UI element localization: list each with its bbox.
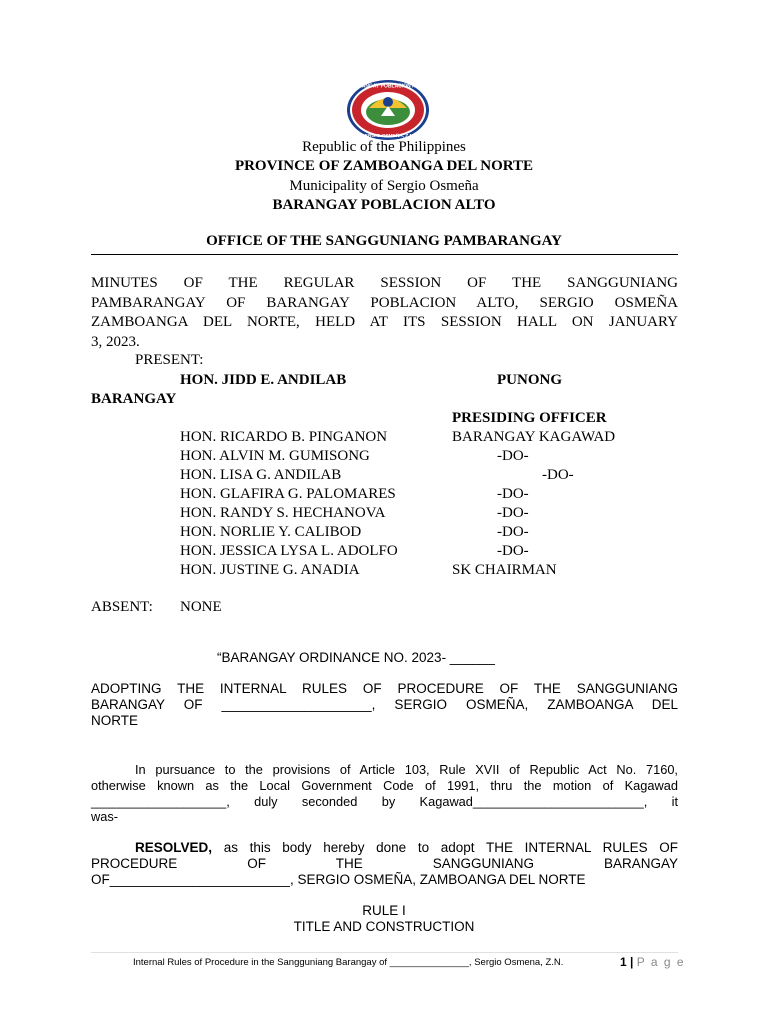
member-name: HON. GLAFIRA G. PALOMARES — [180, 486, 396, 502]
member-position: BARANGAY KAGAWAD — [452, 429, 616, 445]
resolved-line-2: PROCEDURE OF THE SANGGUNIANG BARANGAY — [91, 856, 678, 871]
resolved-line-1 — [135, 840, 678, 855]
resolved-plain: as this body hereby done to adopt — [223, 840, 475, 855]
body-line-2: otherwise known as the Local Government Code of 1991, thru the motion of Kagawad — [91, 778, 678, 793]
header-barangay: BARANGAY POBLACION ALTO — [272, 197, 496, 213]
member-position: -DO- — [542, 467, 574, 483]
header-province: PROVINCE OF ZAMBOANGA DEL NORTE — [234, 158, 534, 174]
rule-number: RULE I — [362, 903, 406, 918]
member-name: HON. JESSICA LYSA L. ADOLFO — [180, 543, 398, 559]
member-name: HON. JUSTINE G. ANADIA — [180, 562, 360, 578]
member-position: -DO- — [497, 486, 529, 502]
adopting-line-2: BARANGAY OF ____________________, SERGIO OSMEÑA, ZAMBOANGA DEL — [91, 697, 678, 712]
body-line-1: In pursuance to the provisions of Article 103, Rule XVII of Republic Act No. 7160, — [135, 762, 678, 777]
member-position: -DO- — [497, 524, 529, 540]
presiding-title-a: PUNONG — [497, 372, 562, 388]
presiding-name: HON. JIDD E. ANDILAB — [180, 372, 347, 388]
member-name: HON. NORLIE Y. CALIBOD — [180, 524, 362, 540]
resolved-line-3: OF________________________, SERGIO OSMEÑA, ZAMBOANGA DEL NORTE — [91, 872, 586, 887]
member-name: HON. LISA G. ANDILAB — [180, 467, 342, 483]
presiding-title-b: BARANGAY — [91, 391, 177, 407]
barangay-seal-logo — [345, 78, 431, 142]
body-line-4: was- — [91, 809, 119, 824]
page-separator: | — [630, 955, 634, 969]
page-number: 1 — [620, 955, 627, 969]
header-office: OFFICE OF THE SANGGUNIANG PAMBARANGAY — [206, 233, 562, 249]
minutes-line-3: ZAMBOANGA DEL NORTE, HELD AT ITS SESSION HALL ON JANUARY — [91, 314, 678, 330]
seal-bottom-text: SERGIO OSMEÑA, Z.N. — [361, 134, 415, 139]
member-name: HON. RANDY S. HECHANOVA — [180, 505, 386, 521]
absent-value: NONE — [180, 599, 222, 615]
member-position: -DO- — [497, 505, 529, 521]
member-position: -DO- — [497, 543, 529, 559]
header-republic: Republic of the Philippines — [302, 139, 466, 155]
footer-divider — [91, 952, 678, 953]
member-position: -DO- — [497, 448, 529, 464]
minutes-line-2: PAMBARANGAY OF BARANGAY POBLACION ALTO, SERGIO OSMEÑA — [91, 295, 678, 311]
seal-top-text: BARANGAY POBLACION ALTO — [350, 83, 426, 90]
resolved-bold: RESOLVED, — [135, 840, 213, 855]
header-municipality: Municipality of Sergio Osmeña — [289, 178, 479, 194]
presiding-role: PRESIDING OFFICER — [452, 410, 607, 426]
body-line-3: ___________________, duly seconded by Kagawad________________________, it — [91, 794, 678, 809]
member-name: HON. RICARDO B. PINGANON — [180, 429, 388, 445]
header-divider — [91, 254, 678, 255]
adopting-line-3: NORTE — [91, 713, 139, 728]
page-indicator — [620, 955, 685, 969]
ordinance-title: “BARANGAY ORDINANCE NO. 2023- ______ — [217, 650, 495, 665]
page-label: P a g e — [636, 955, 686, 969]
present-label: PRESENT: — [135, 352, 204, 368]
minutes-line-4: 3, 2023. — [91, 334, 140, 350]
resolved-bold-2: THE INTERNAL RULES OF — [485, 840, 678, 855]
minutes-line-1: MINUTES OF THE REGULAR SESSION OF THE SANGGUNIANG — [91, 275, 678, 291]
rule-title: TITLE AND CONSTRUCTION — [293, 919, 475, 934]
adopting-line-1: ADOPTING THE INTERNAL RULES OF PROCEDURE OF THE SANGGUNIANG — [91, 681, 678, 696]
member-position: SK CHAIRMAN — [452, 562, 557, 578]
absent-label: ABSENT: — [91, 599, 153, 615]
footer-text: Internal Rules of Procedure in the Sangguniang Barangay of _______________, Sergio Osmena, Z.N. — [133, 957, 564, 968]
member-name: HON. ALVIN M. GUMISONG — [180, 448, 370, 464]
